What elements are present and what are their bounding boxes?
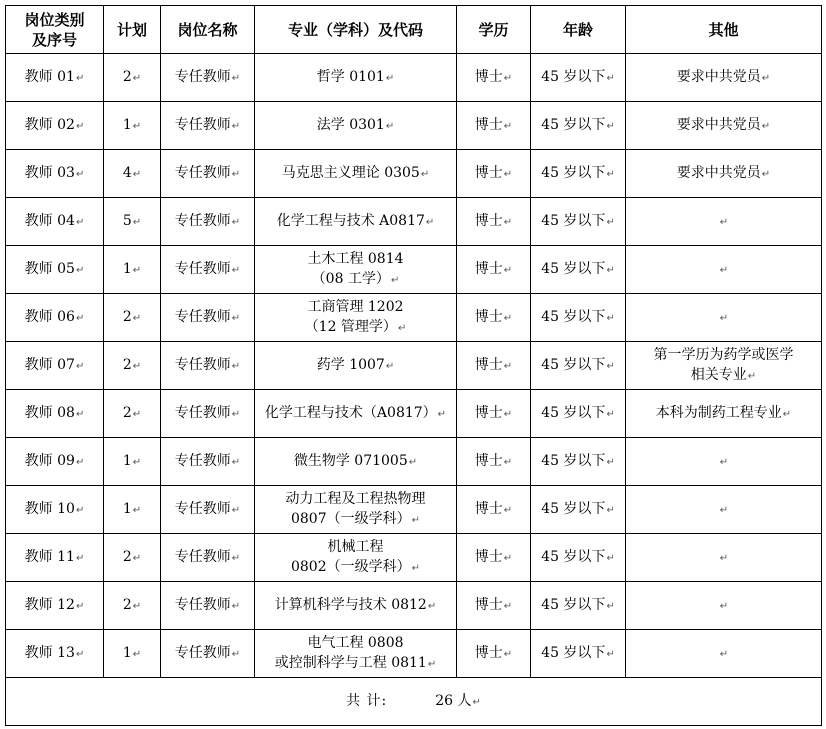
- cell-plan: 1↵: [104, 102, 161, 150]
- paragraph-mark-icon: ↵: [132, 264, 142, 276]
- cell-id: 教师 10↵: [6, 486, 104, 534]
- paragraph-mark-icon: ↵: [75, 120, 85, 132]
- cell-major: 化学工程与技术 A0817↵: [255, 198, 457, 246]
- paragraph-mark-icon: ↵: [472, 696, 481, 708]
- paragraph-mark-icon: ↵: [75, 216, 85, 228]
- cell-other: [626, 534, 822, 582]
- cell-age: 45 岁以下↵: [531, 198, 626, 246]
- cell-other: [626, 582, 822, 630]
- cell-plan: 2↵: [104, 54, 161, 102]
- paragraph-mark-icon: ↵: [503, 648, 513, 660]
- paragraph-mark-icon: ↵: [385, 72, 395, 84]
- paragraph-mark-icon: ↵: [606, 168, 615, 180]
- paragraph-mark-icon: ↵: [606, 120, 615, 132]
- paragraph-mark-icon: ↵: [132, 168, 142, 180]
- cell-age: 45 岁以下↵: [531, 54, 626, 102]
- cell-other: [626, 246, 822, 294]
- paragraph-mark-icon: ↵: [503, 120, 513, 132]
- paragraph-mark-icon: ↵: [231, 312, 241, 324]
- cell-major: 动力工程及工程热物理 0807（一级学科）↵: [255, 486, 457, 534]
- total-label: 共 计:: [346, 692, 388, 709]
- paragraph-mark-icon: ↵: [719, 600, 729, 612]
- cell-other: 本科为制药工程专业↵: [626, 390, 822, 438]
- paragraph-mark-icon: ↵: [390, 274, 400, 286]
- paragraph-mark-icon: ↵: [75, 408, 85, 420]
- cell-education: 博士↵: [457, 630, 531, 678]
- cell-id: 教师 13↵: [6, 630, 104, 678]
- cell-major: 计算机科学与技术 0812↵: [255, 582, 457, 630]
- paragraph-mark-icon: ↵: [503, 264, 513, 276]
- cell-plan: 2↵: [104, 390, 161, 438]
- cell-position: 专任教师↵: [161, 246, 255, 294]
- paragraph-mark-icon: ↵: [132, 120, 142, 132]
- table-row: [6, 534, 822, 582]
- paragraph-mark-icon: ↵: [606, 504, 615, 516]
- cell-education: 博士↵: [457, 534, 531, 582]
- paragraph-mark-icon: ↵: [503, 456, 513, 468]
- paragraph-mark-icon: ↵: [411, 514, 421, 526]
- paragraph-mark-icon: ↵: [231, 360, 241, 372]
- cell-education: 博士↵: [457, 54, 531, 102]
- cell-position: 专任教师↵: [161, 198, 255, 246]
- paragraph-mark-icon: ↵: [75, 312, 85, 324]
- paragraph-mark-icon: ↵: [132, 216, 142, 228]
- cell-plan: 2↵: [104, 582, 161, 630]
- paragraph-mark-icon: ↵: [231, 72, 241, 84]
- cell-id: 教师 11↵: [6, 534, 104, 582]
- table-row: [6, 54, 822, 102]
- paragraph-mark-icon: ↵: [231, 264, 241, 276]
- paragraph-mark-icon: ↵: [761, 168, 771, 180]
- cell-position: 专任教师↵: [161, 438, 255, 486]
- cell-plan: 1↵: [104, 438, 161, 486]
- paragraph-mark-icon: ↵: [761, 120, 771, 132]
- table-row: [6, 438, 822, 486]
- paragraph-mark-icon: ↵: [503, 168, 513, 180]
- cell-major: 微生物学 071005↵: [255, 438, 457, 486]
- cell-other: [626, 630, 822, 678]
- cell-plan: 1↵: [104, 630, 161, 678]
- cell-education: 博士↵: [457, 582, 531, 630]
- cell-age: 45 岁以下↵: [531, 342, 626, 390]
- paragraph-mark-icon: ↵: [231, 600, 241, 612]
- cell-id: 教师 05↵: [6, 246, 104, 294]
- cell-education: 博士↵: [457, 342, 531, 390]
- cell-plan: 1↵: [104, 486, 161, 534]
- header-category: 岗位类别 及序号: [6, 6, 104, 54]
- table-row: [6, 486, 822, 534]
- cell-age: 45 岁以下↵: [531, 246, 626, 294]
- cell-other: 要求中共党员↵: [626, 150, 822, 198]
- cell-major: 药学 1007↵: [255, 342, 457, 390]
- cell-major: 电气工程 0808 或控制科学与工程 0811↵: [255, 630, 457, 678]
- paragraph-mark-icon: ↵: [231, 408, 241, 420]
- paragraph-mark-icon: ↵: [231, 168, 241, 180]
- paragraph-mark-icon: ↵: [606, 648, 615, 660]
- cell-plan: 2↵: [104, 534, 161, 582]
- cell-other: [626, 438, 822, 486]
- paragraph-mark-icon: ↵: [231, 456, 241, 468]
- cell-other: 要求中共党员↵: [626, 54, 822, 102]
- paragraph-mark-icon: ↵: [503, 504, 513, 516]
- cell-position: 专任教师↵: [161, 294, 255, 342]
- cell-age: 45 岁以下↵: [531, 486, 626, 534]
- paragraph-mark-icon: ↵: [75, 264, 85, 276]
- table-row: [6, 246, 822, 294]
- cell-major: 工商管理 1202 （12 管理学）↵: [255, 294, 457, 342]
- cell-other: [626, 294, 822, 342]
- table-row: [6, 390, 822, 438]
- cell-position: 专任教师↵: [161, 342, 255, 390]
- table-row: [6, 342, 822, 390]
- cell-age: 45 岁以下↵: [531, 534, 626, 582]
- table-row: [6, 582, 822, 630]
- cell-education: 博士↵: [457, 150, 531, 198]
- cell-position: 专任教师↵: [161, 486, 255, 534]
- paragraph-mark-icon: ↵: [132, 552, 142, 564]
- cell-position: 专任教师↵: [161, 630, 255, 678]
- paragraph-mark-icon: ↵: [75, 456, 85, 468]
- paragraph-mark-icon: ↵: [503, 360, 513, 372]
- cell-major: 马克思主义理论 0305↵: [255, 150, 457, 198]
- cell-position: 专任教师↵: [161, 534, 255, 582]
- paragraph-mark-icon: ↵: [503, 552, 513, 564]
- header-education: 学历: [457, 6, 531, 54]
- cell-major: 土木工程 0814 （08 工学）↵: [255, 246, 457, 294]
- cell-age: 45 岁以下↵: [531, 630, 626, 678]
- cell-plan: 5↵: [104, 198, 161, 246]
- header-other: 其他: [626, 6, 822, 54]
- paragraph-mark-icon: ↵: [231, 552, 241, 564]
- table-row: [6, 150, 822, 198]
- cell-major: 化学工程与技术（A0817）↵: [255, 390, 457, 438]
- header-age: 年龄: [531, 6, 626, 54]
- paragraph-mark-icon: ↵: [503, 408, 513, 420]
- cell-other: 要求中共党员↵: [626, 102, 822, 150]
- paragraph-mark-icon: ↵: [75, 552, 85, 564]
- table-row: [6, 198, 822, 246]
- paragraph-mark-icon: ↵: [503, 216, 513, 228]
- cell-education: 博士↵: [457, 294, 531, 342]
- cell-id: 教师 08↵: [6, 390, 104, 438]
- paragraph-mark-icon: ↵: [719, 648, 729, 660]
- paragraph-mark-icon: ↵: [606, 72, 615, 84]
- paragraph-mark-icon: ↵: [132, 72, 142, 84]
- cell-position: 专任教师↵: [161, 102, 255, 150]
- paragraph-mark-icon: ↵: [606, 312, 615, 324]
- cell-other: 第一学历为药学或医学 相关专业↵: [626, 342, 822, 390]
- paragraph-mark-icon: ↵: [719, 312, 729, 324]
- paragraph-mark-icon: ↵: [606, 360, 615, 372]
- paragraph-mark-icon: ↵: [132, 600, 142, 612]
- cell-id: 教师 03↵: [6, 150, 104, 198]
- cell-education: 博士↵: [457, 246, 531, 294]
- cell-age: 45 岁以下↵: [531, 582, 626, 630]
- paragraph-mark-icon: ↵: [420, 168, 430, 180]
- paragraph-mark-icon: ↵: [719, 552, 729, 564]
- paragraph-mark-icon: ↵: [231, 648, 241, 660]
- cell-position: 专任教师↵: [161, 150, 255, 198]
- cell-education: 博士↵: [457, 438, 531, 486]
- cell-position: 专任教师↵: [161, 54, 255, 102]
- paragraph-mark-icon: ↵: [397, 322, 407, 334]
- header-row: [6, 6, 822, 54]
- cell-age: 45 岁以下↵: [531, 102, 626, 150]
- paragraph-mark-icon: ↵: [408, 456, 418, 468]
- paragraph-mark-icon: ↵: [132, 456, 142, 468]
- table-row: [6, 630, 822, 678]
- paragraph-mark-icon: ↵: [75, 648, 85, 660]
- paragraph-mark-icon: ↵: [503, 312, 513, 324]
- table-body: [6, 54, 822, 678]
- cell-position: 专任教师↵: [161, 582, 255, 630]
- cell-id: 教师 02↵: [6, 102, 104, 150]
- paragraph-mark-icon: ↵: [75, 360, 85, 372]
- header-major: 专业（学科）及代码: [255, 6, 457, 54]
- cell-age: 45 岁以下↵: [531, 390, 626, 438]
- paragraph-mark-icon: ↵: [606, 456, 615, 468]
- paragraph-mark-icon: ↵: [132, 648, 142, 660]
- header-position: 岗位名称: [161, 6, 255, 54]
- paragraph-mark-icon: ↵: [606, 408, 615, 420]
- paragraph-mark-icon: ↵: [437, 408, 447, 420]
- cell-other: [626, 198, 822, 246]
- cell-education: 博士↵: [457, 390, 531, 438]
- cell-plan: 2↵: [104, 342, 161, 390]
- total-count: 26 人: [435, 692, 472, 709]
- table-row: [6, 102, 822, 150]
- paragraph-mark-icon: ↵: [75, 504, 85, 516]
- paragraph-mark-icon: ↵: [606, 600, 615, 612]
- paragraph-mark-icon: ↵: [503, 72, 513, 84]
- cell-major: 法学 0301↵: [255, 102, 457, 150]
- cell-position: 专任教师↵: [161, 390, 255, 438]
- recruitment-table: [5, 5, 822, 726]
- paragraph-mark-icon: ↵: [132, 360, 142, 372]
- cell-major: 哲学 0101↵: [255, 54, 457, 102]
- paragraph-mark-icon: ↵: [761, 72, 771, 84]
- paragraph-mark-icon: ↵: [132, 408, 142, 420]
- table-row: [6, 294, 822, 342]
- cell-age: 45 岁以下↵: [531, 150, 626, 198]
- paragraph-mark-icon: ↵: [503, 600, 513, 612]
- paragraph-mark-icon: ↵: [132, 312, 142, 324]
- header-plan: 计划: [104, 6, 161, 54]
- paragraph-mark-icon: ↵: [606, 552, 615, 564]
- cell-other: [626, 486, 822, 534]
- cell-education: 博士↵: [457, 102, 531, 150]
- cell-age: 45 岁以下↵: [531, 438, 626, 486]
- paragraph-mark-icon: ↵: [719, 264, 729, 276]
- cell-major: 机械工程 0802（一级学科）↵: [255, 534, 457, 582]
- cell-id: 教师 06↵: [6, 294, 104, 342]
- total-cell: [6, 678, 822, 726]
- paragraph-mark-icon: ↵: [75, 168, 85, 180]
- paragraph-mark-icon: ↵: [782, 408, 792, 420]
- paragraph-mark-icon: ↵: [427, 600, 437, 612]
- cell-education: 博士↵: [457, 486, 531, 534]
- paragraph-mark-icon: ↵: [385, 120, 395, 132]
- paragraph-mark-icon: ↵: [132, 504, 142, 516]
- paragraph-mark-icon: ↵: [719, 456, 729, 468]
- cell-id: 教师 01↵: [6, 54, 104, 102]
- paragraph-mark-icon: ↵: [411, 562, 421, 574]
- paragraph-mark-icon: ↵: [75, 72, 85, 84]
- cell-id: 教师 12↵: [6, 582, 104, 630]
- paragraph-mark-icon: ↵: [231, 216, 241, 228]
- paragraph-mark-icon: ↵: [231, 504, 241, 516]
- cell-plan: 1↵: [104, 246, 161, 294]
- paragraph-mark-icon: ↵: [719, 216, 729, 228]
- cell-id: 教师 09↵: [6, 438, 104, 486]
- paragraph-mark-icon: ↵: [606, 216, 615, 228]
- cell-age: 45 岁以下↵: [531, 294, 626, 342]
- paragraph-mark-icon: ↵: [719, 504, 729, 516]
- cell-plan: 4↵: [104, 150, 161, 198]
- cell-id: 教师 07↵: [6, 342, 104, 390]
- cell-id: 教师 04↵: [6, 198, 104, 246]
- total-row: [6, 678, 822, 726]
- paragraph-mark-icon: ↵: [425, 216, 435, 228]
- paragraph-mark-icon: ↵: [747, 370, 757, 382]
- paragraph-mark-icon: ↵: [606, 264, 615, 276]
- paragraph-mark-icon: ↵: [231, 120, 241, 132]
- paragraph-mark-icon: ↵: [427, 658, 437, 670]
- cell-education: 博士↵: [457, 198, 531, 246]
- paragraph-mark-icon: ↵: [75, 600, 85, 612]
- paragraph-mark-icon: ↵: [385, 360, 395, 372]
- cell-plan: 2↵: [104, 294, 161, 342]
